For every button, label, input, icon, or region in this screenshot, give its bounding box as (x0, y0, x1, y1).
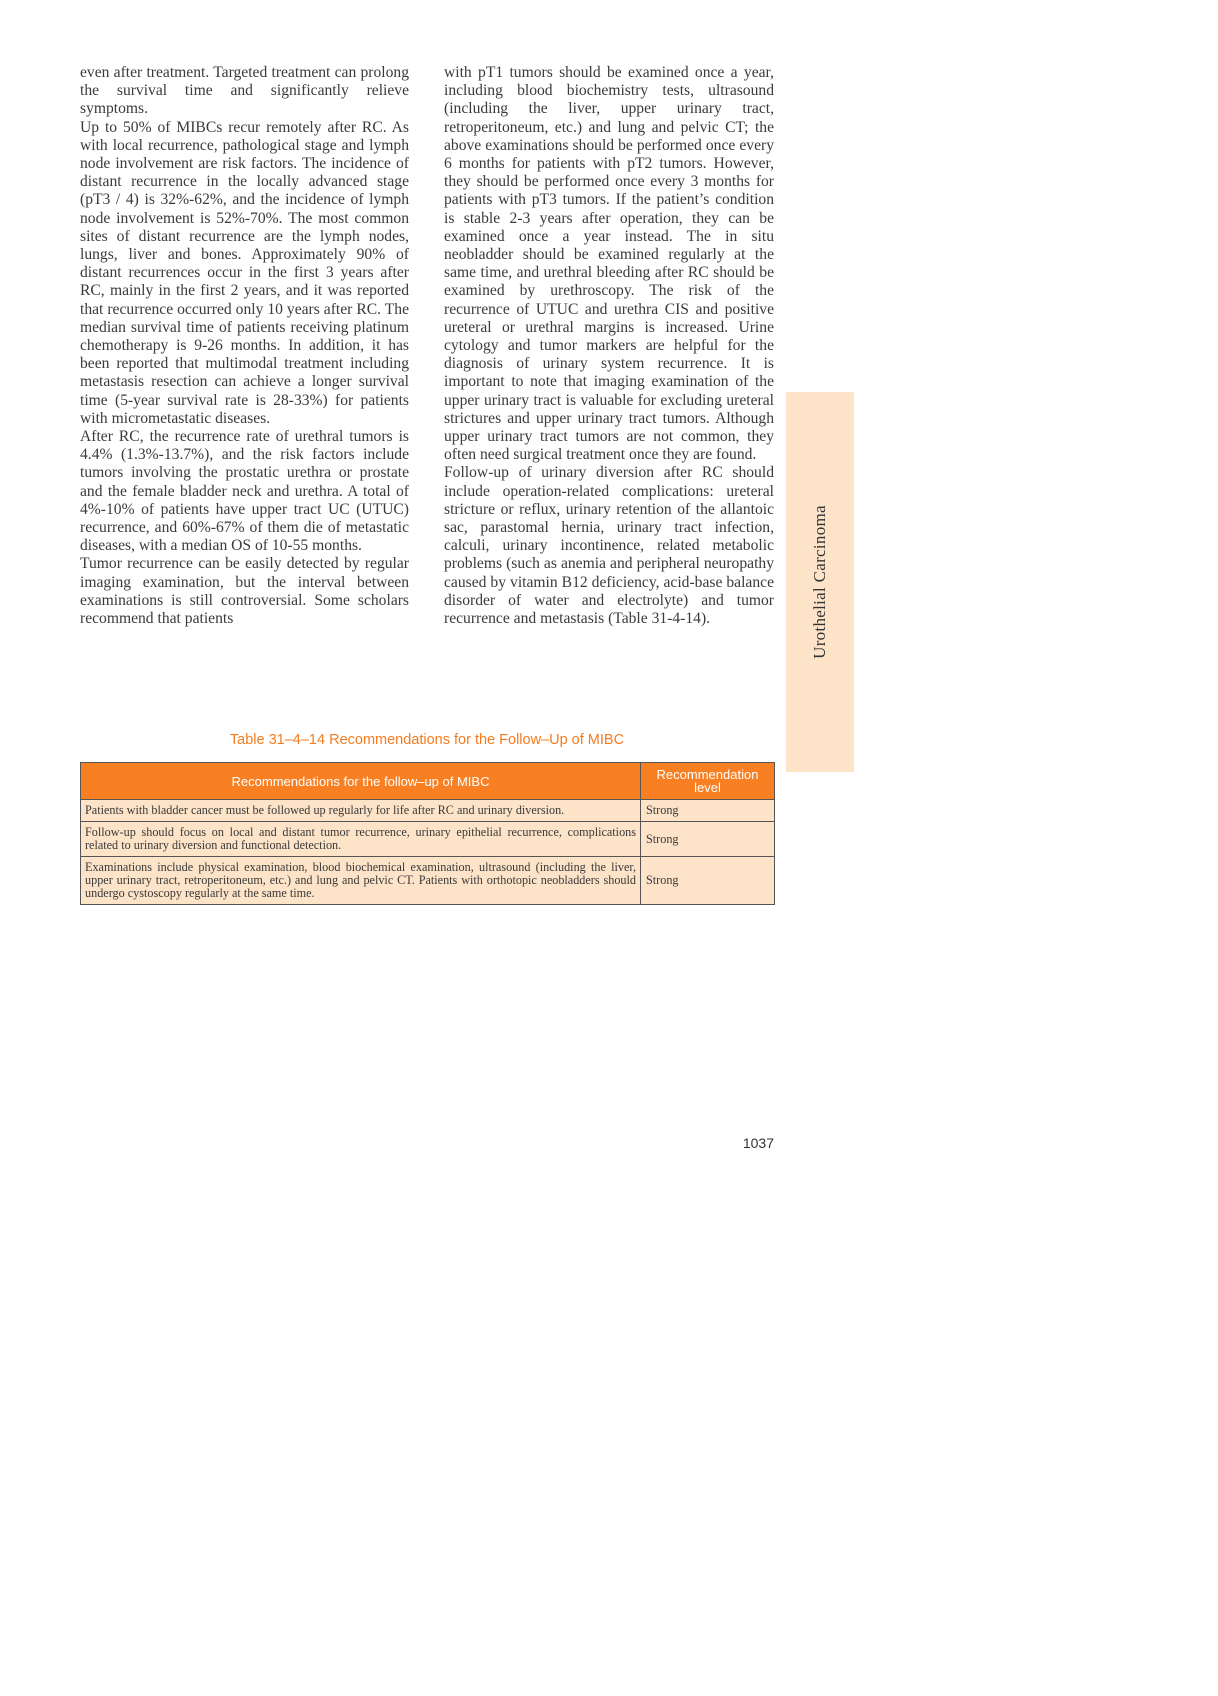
header-recommendation-level: Recommendation level (641, 763, 775, 800)
paragraph: Tumor recurrence can be easily detected by regular imaging examination, but the interval between examinations is still controversial. Some scholars recommend that patients (80, 555, 409, 628)
table-caption: Table 31–4–14 Recommendations for the Follow–Up of MIBC (229, 732, 625, 748)
left-text-column (80, 64, 409, 628)
recommendation-level: Strong (641, 800, 775, 822)
recommendation-level: Strong (641, 822, 775, 857)
recommendation-text: Examinations include physical examination, blood biochemical examination, ultrasound (including the liver, upper urinary tract, retroperitoneum, etc.) and lung and pelvic CT. Patients with orthotopic neobladders should undergo cystoscopy regularly at the same time. (81, 857, 641, 905)
recommendation-text: Follow-up should focus on local and distant tumor recurrence, urinary epithelial recurrence, complications related to urinary diversion and functional detection. (81, 822, 641, 857)
paragraph: Follow-up of urinary diversion after RC should include operation-related complications: ureteral stricture or reflux, urinary retention of the allantoic sac, parastomal hernia, urinary tract infection, calculi, urinary incontinence, related metabolic problems (such as anemia and peripheral neuropathy caused by vitamin B12 deficiency, acid-base balance disorder of water and electrolyte) and tumor recurrence and metastasis (Table 31-4-14). (444, 464, 774, 628)
chapter-side-tab (786, 392, 854, 772)
page-number: 1037 (742, 1135, 774, 1151)
paragraph: Up to 50% of MIBCs recur remotely after RC. As with local recurrence, pathological stage and lymph node involvement are risk factors. The incidence of distant recurrence in the locally advanced stage (pT3 / 4) is 32%-62%, and the incidence of lymph node involvement is 52%-70%. The most common sites of distant recurrence are the lymph nodes, lungs, liver and bones. Approximately 90% of distant recurrences occur in the first 3 years after RC, mainly in the first 2 years, and it was reported that recurrence occurred only 10 years after RC. The median survival time of patients receiving platinum chemotherapy is 9-26 months. In addition, it has been reported that multimodal treatment including metastasis resection can achieve a longer survival time (5-year survival rate is 28-33%) for patients with micrometastatic diseases. (80, 118, 409, 427)
paragraph: even after treatment. Targeted treatment can prolong the survival time and significantly relieve symptoms. (80, 64, 409, 118)
table-row (81, 800, 775, 822)
table-row (81, 822, 775, 857)
recommendation-level: Strong (641, 857, 775, 905)
right-text-column (444, 64, 774, 628)
header-recommendations: Recommendations for the follow–up of MIBC (81, 763, 641, 800)
paragraph: with pT1 tumors should be examined once a year, including blood biochemistry tests, ultrasound (including the liver, upper urinary tract, retroperitoneum, etc.) and lung and pelvic CT; the above examinations should be performed once every 6 months for patients with pT2 tumors. However, they should be performed once every 3 months for patients with pT3 tumors. If the patient’s condition is stable 2-3 years after operation, they can be examined once a year instead. The in situ neobladder should be examined regularly at the same time, and urethral bleeding after RC should be examined by urethroscopy. The risk of the recurrence of UTUC and urethra CIS and positive ureteral or urethral margins is increased. Urine cytology and tumor markers are helpful for the diagnosis of urinary system recurrence. It is important to note that imaging examination of the upper urinary tract is valuable for excluding ureteral strictures and upper urinary tract tumors. Although upper urinary tract tumors are not common, they often need surgical treatment once they are found. (444, 64, 774, 464)
recommendations-table (80, 762, 775, 905)
recommendation-text: Patients with bladder cancer must be followed up regularly for life after RC and urinary diversion. (81, 800, 641, 822)
table-row (81, 857, 775, 905)
chapter-side-tab-label: Urothelial Carcinoma (810, 505, 829, 659)
table-header-row (81, 763, 775, 800)
paragraph: After RC, the recurrence rate of urethral tumors is 4.4% (1.3%-13.7%), and the risk factors include tumors involving the prostatic urethra or prostate and the female bladder neck and urethra. A total of 4%-10% of patients have upper tract UC (UTUC) recurrence, and 60%-67% of them die of metastatic diseases, with a median OS of 10-55 months. (80, 428, 409, 555)
